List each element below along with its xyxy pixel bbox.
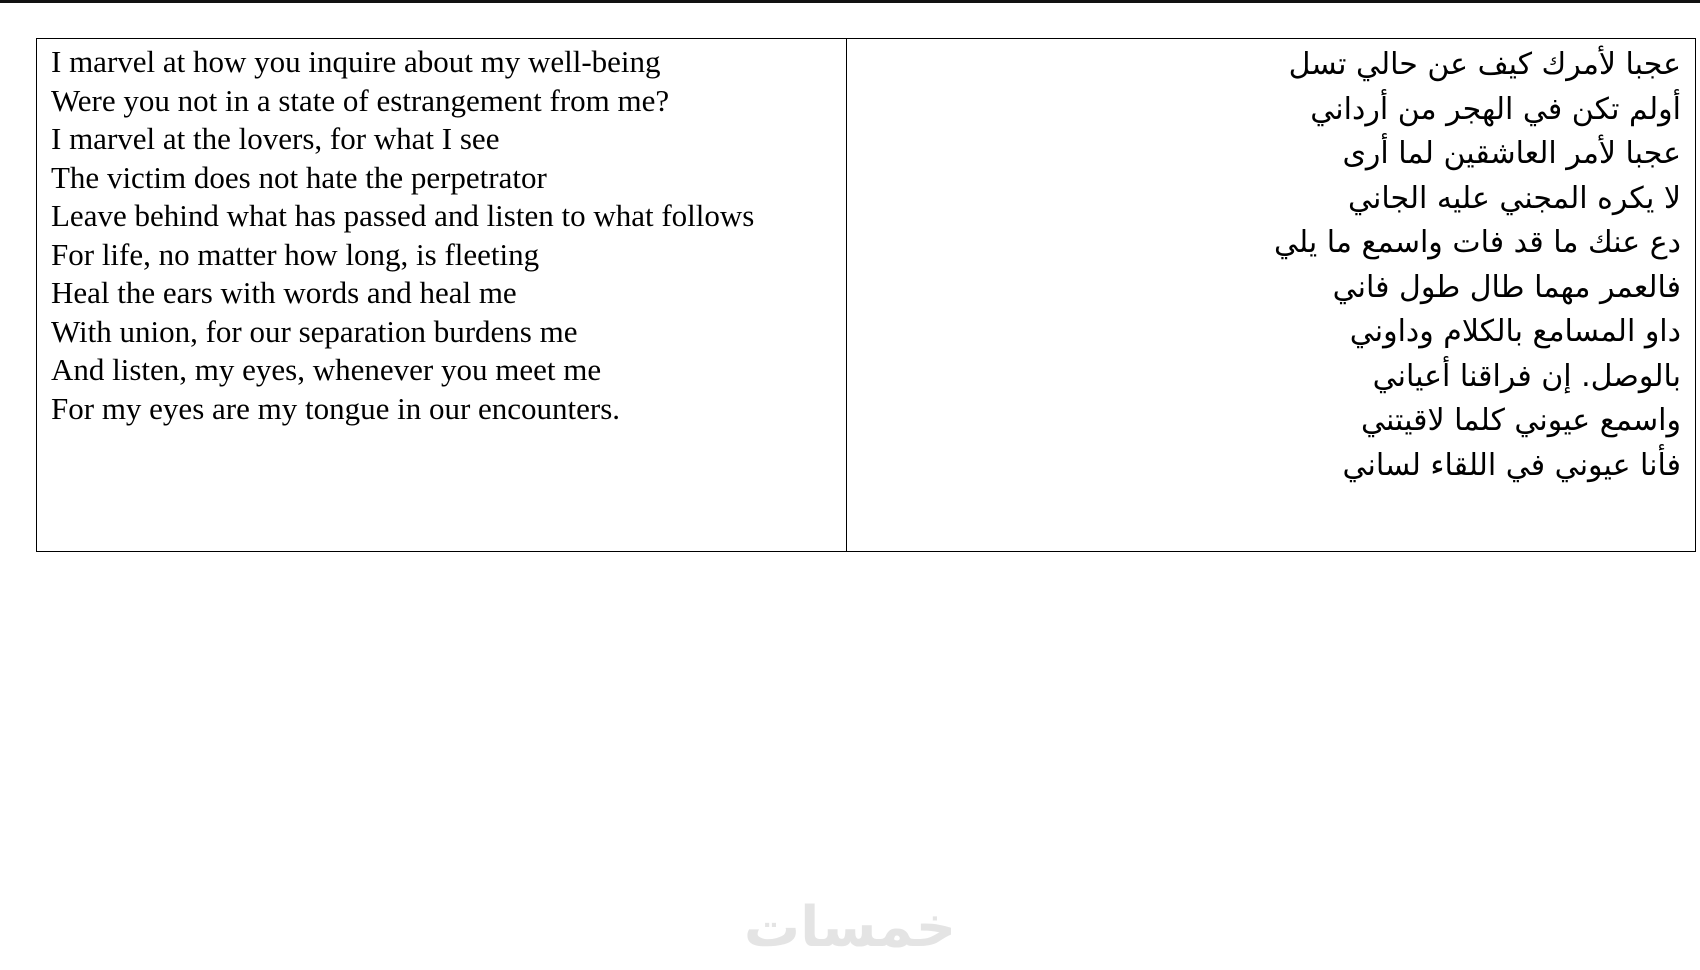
english-line: For my eyes are my tongue in our encounters. [51,390,621,426]
arabic-line: داو المسامع بالكلام وداوني [1349,314,1681,349]
top-border-line [0,0,1700,3]
watermark-logo: خمسات [743,895,957,960]
arabic-line: دع عنك ما قد فات واسمع ما يلي [1273,225,1681,260]
arabic-line: فالعمر مهما طال طول فاني [1332,269,1681,305]
english-line: Leave behind what has passed and listen to what follows [51,198,755,233]
arabic-line: عجبا لأمرك كيف عن حالي تسل [1288,47,1681,82]
english-line: The victim does not hate the perpetrator [51,159,547,195]
english-line: And listen, my eyes, whenever you meet me [51,352,602,387]
english-line: Heal the ears with words and heal me [51,275,517,310]
arabic-line: فأنا عيوني في اللقاء لساني [1342,447,1681,483]
english-line: Were you not in a state of estrangement from me? [51,82,670,118]
arabic-line: بالوصل. إن فراقنا أعياني [1372,358,1681,394]
arabic-line: أولم تكن في الهجر من أرداني [1310,91,1681,127]
english-line: I marvel at how you inquire about my well-being [51,44,661,79]
arabic-line: واسمع عيوني كلما لاقيتني [1361,403,1681,438]
arabic-original-column [847,39,1695,551]
arabic-line: لا يكره المجني عليه الجاني [1348,180,1681,216]
english-line: For life, no matter how long, is fleeting [51,236,540,272]
arabic-line: عجبا لأمر العاشقين لما أرى [1342,136,1681,171]
english-translation-column [37,39,847,551]
poem-translation-table [36,38,1696,552]
english-line: I marvel at the lovers, for what I see [51,121,500,156]
english-line: With union, for our separation burdens me [51,313,578,349]
